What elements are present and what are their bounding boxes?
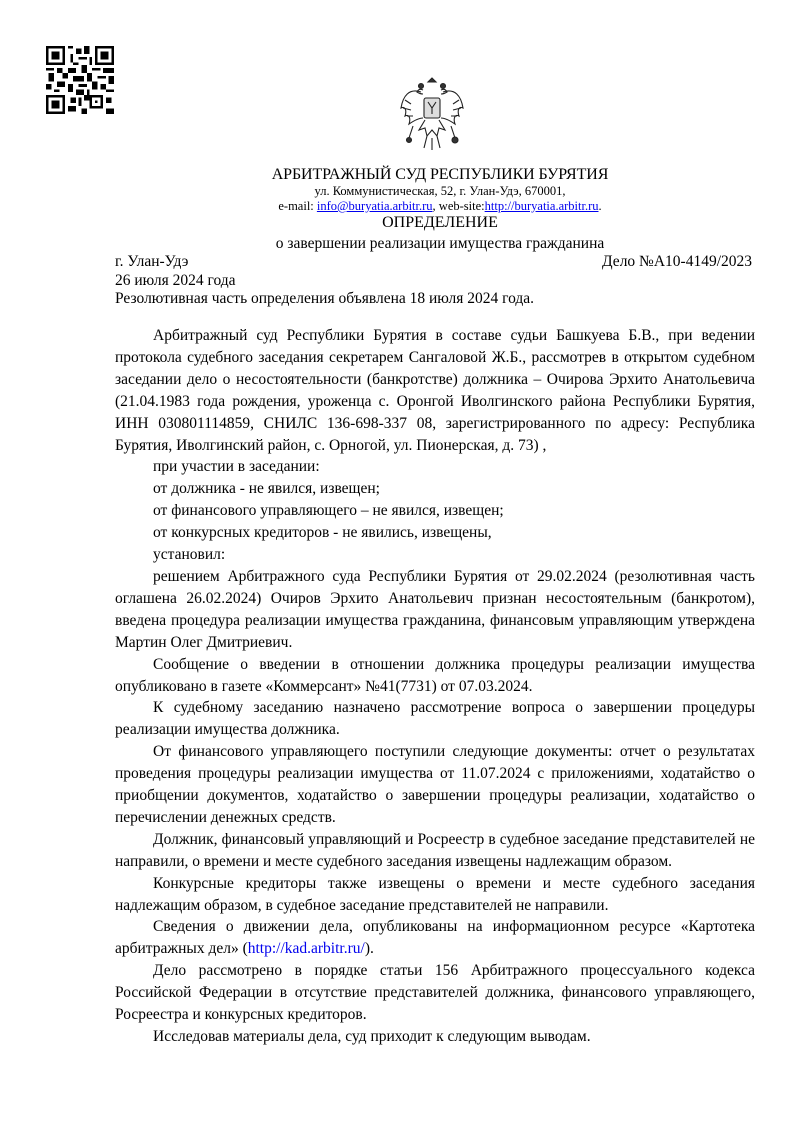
- paragraph-decision: решением Арбитражного суда Республики Бурятия от 29.02.2024 (резолютивная часть оглашена 26.02.2024) Очиров Эрхито Анатольевич признан несостоятельным (банкротом), введена процедура реализации имущества гражданина, финансовым управляющим утверждена Мартин Олег Дмитриевич.: [115, 567, 755, 651]
- paragraph-conclusion: Исследовав материалы дела, суд приходит к следующим выводам.: [153, 1028, 591, 1045]
- city: г. Улан-Удэ: [115, 253, 189, 270]
- court-contacts: [240, 199, 640, 214]
- paragraph-procedure: Дело рассмотрено в порядке статьи 156 Арбитражного процессуального кодекса Российской Федерации в отсутствие представителей должника, финансового управляющего, Росреестра и конкурсных кредиторов.: [115, 962, 755, 1024]
- case-info-suffix: ).: [364, 940, 374, 958]
- resolution-note: Резолютивная часть определения объявлена 18 июля 2024 года.: [115, 290, 535, 307]
- coat-of-arms-icon: [397, 74, 467, 152]
- paragraph-established: установил:: [153, 546, 226, 564]
- case-number: Дело №А10-4149/2023: [602, 253, 752, 270]
- paragraph-debtor-absent: от должника - не явился, извещен;: [153, 480, 380, 498]
- kad-link[interactable]: http://kad.arbitr.ru/: [247, 940, 365, 958]
- decision-date: 26 июля 2024 года: [115, 272, 236, 289]
- email-link[interactable]: info@buryatia.arbitr.ru: [316, 199, 433, 213]
- court-name: АРБИТРАЖНЫЙ СУД РЕСПУБЛИКИ БУРЯТИЯ: [271, 166, 609, 183]
- document-body: [115, 325, 755, 1048]
- paragraph-hearing-topic: К судебному заседанию назначено рассмотрение вопроса о завершении процедуры реализации имущества должника.: [115, 699, 755, 739]
- qr-code-icon: [46, 46, 114, 114]
- paragraph-manager-absent: от финансового управляющего – не явился, извещен;: [153, 502, 504, 520]
- paragraph-creditors-notified: Конкурсные кредиторы также извещены о времени и месте судебного заседания надлежащим образом, в судебное заседание представителей не направили.: [115, 874, 755, 914]
- paragraph-participation: при участии в заседании:: [153, 458, 320, 476]
- paragraph-documents: От финансового управляющего поступили следующие документы: отчет о результатах проведения процедуры реализации имущества от 11.07.2024 с приложениями, ходатайство о приобщении документов, ходатайство о завершении процедуры реализации, ходатайство о перечислении денежных средств.: [115, 743, 755, 826]
- paragraph-court-composition: Арбитражный суд Республики Бурятия в составе судьи Башкуева Б.В., при ведении протокола судебного заседания секретарем Сангаловой Ж.Б., рассмотрев в открытом судебном заседании дело о несостоятельности (банкротстве) должника – Очирова Эрхито Анатольевича (21.04.1983 года рождения, уроженца с. Оронгой Иволгинского района Республики Бурятия, ИНН 030801114859, СНИЛС 136-698-337 08, зарегистрированного по адресу: Республика Бурятия, Иволгинский район, с. Орногой, ул. Пионерская, д. 73) ,: [115, 327, 755, 454]
- website-label: , web-site:: [432, 199, 485, 213]
- court-address: ул. Коммунистическая, 52, г. Улан-Удэ, 670001,: [314, 184, 566, 198]
- document-subject: о завершении реализации имущества гражданина: [275, 235, 605, 252]
- paragraph-case-info: [115, 916, 755, 960]
- website-link[interactable]: http://buryatia.arbitr.ru: [484, 199, 599, 213]
- website-suffix: .: [598, 199, 602, 213]
- paragraph-publication: Сообщение о введении в отношении должника процедуры реализации имущества опубликовано в газете «Коммерсант» №41(7731) от 07.03.2024.: [115, 655, 755, 695]
- paragraph-no-representatives: Должник, финансовый управляющий и Росреестр в судебное заседание представителей не направили, о времени и месте судебного заседания извещены надлежащим образом.: [115, 830, 755, 870]
- paragraph-creditors-absent: от конкурсных кредиторов - не явились, извещены,: [153, 524, 492, 542]
- case-info-text: Сведения о движении дела, опубликованы на информационном ресурсе «Картотека арбитражных дел» (: [115, 918, 755, 958]
- document-type: ОПРЕДЕЛЕНИЕ: [382, 214, 498, 231]
- email-label: e-mail:: [278, 199, 317, 213]
